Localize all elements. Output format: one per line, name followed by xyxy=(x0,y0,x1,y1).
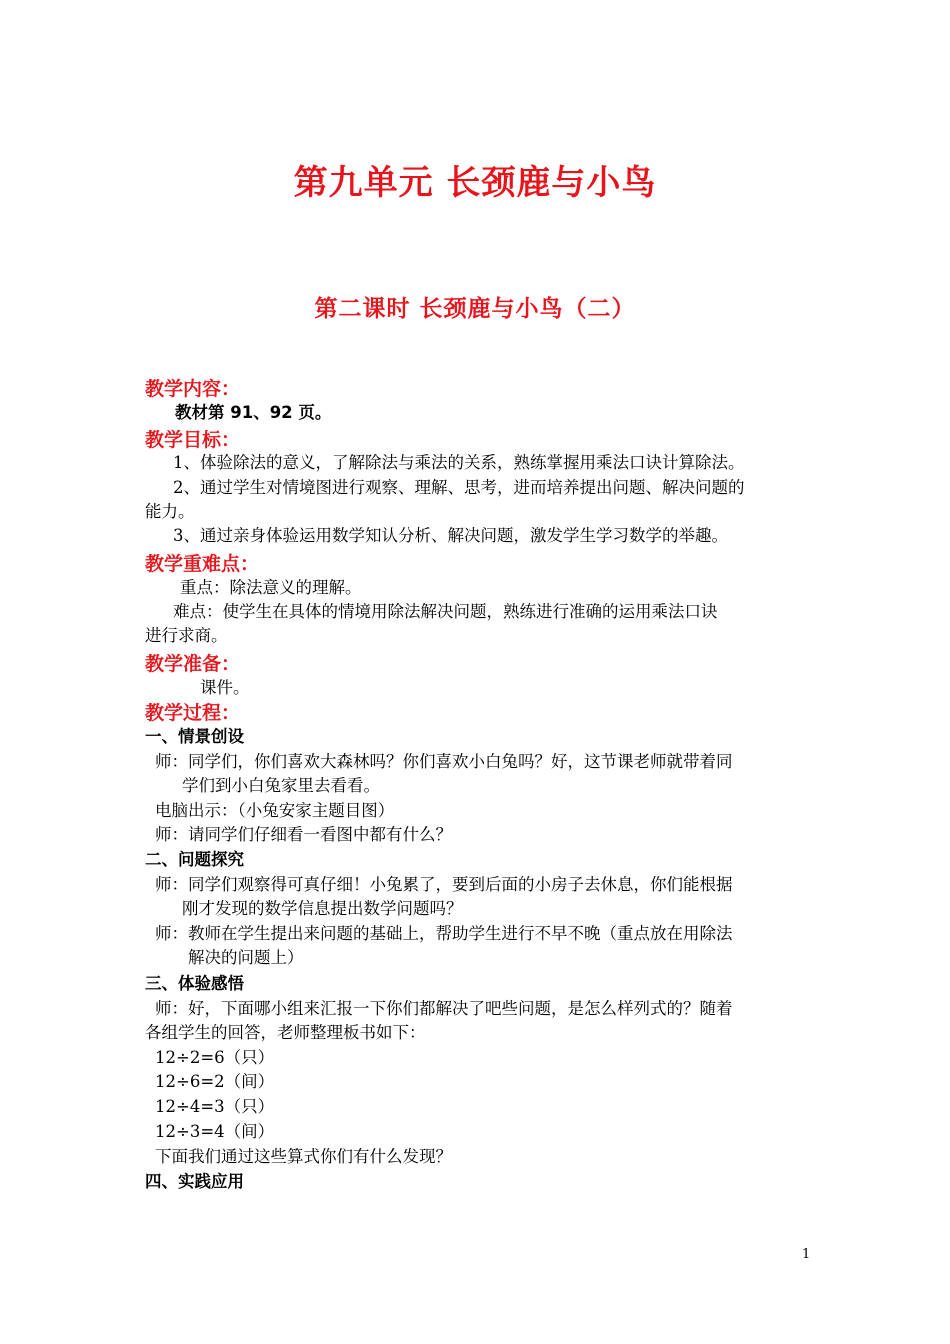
section-1-para-1-line-2: 学们到小白兔家里去看看。 xyxy=(182,776,380,795)
section-2-para-1-line-1: 师：同学们观察得可真仔细！小兔累了，要到后面的小房子去休息，你们能根据 xyxy=(155,875,733,894)
equation-3: 12÷4=3（只） xyxy=(155,1097,275,1116)
content-heading: 教学内容： xyxy=(145,378,241,400)
section-4-heading: 四、实践应用 xyxy=(145,1172,244,1191)
page-number: 1 xyxy=(802,1247,811,1262)
difficult-point-line-2: 进行求商。 xyxy=(145,626,228,645)
section-2-para-1-line-2: 刚才发现的数学信息提出数学问题吗？ xyxy=(182,899,463,918)
goal-2-line-1: 2、通过学生对情境图进行观察、理解、思考，进而培养提出问题、解决问题的 xyxy=(173,478,745,497)
section-2-heading: 二、问题探究 xyxy=(145,850,244,869)
section-3-para-1-line-2: 各组学生的回答，老师整理板书如下： xyxy=(145,1023,426,1042)
section-2-para-2-line-2: 解决的问题上） xyxy=(188,948,304,967)
goal-3: 3、通过亲身体验运用数学知认分析、解决问题，激发学生学习数学的举趣。 xyxy=(173,526,728,545)
lesson-subtitle: 第二课时 长颈鹿与小鸟（二） xyxy=(314,296,636,322)
goals-heading: 教学目标： xyxy=(145,429,241,451)
goal-1: 1、体验除法的意义，了解除法与乘法的关系，熟练掌握用乘法口诀计算除法。 xyxy=(173,453,745,472)
section-2-para-2-line-1: 师：教师在学生提出来问题的基础上，帮助学生进行不早不晚（重点放在用除法 xyxy=(155,924,733,943)
difficult-point-line-1: 难点：使学生在具体的情境用除法解决问题，熟练进行准确的运用乘法口诀 xyxy=(173,602,718,621)
key-points-heading: 教学重难点： xyxy=(145,553,260,575)
section-1-para-1-line-1: 师：同学们，你们喜欢大森林吗？你们喜欢小白兔吗？好，这节课老师就带着同 xyxy=(155,752,733,771)
preparation-text: 课件。 xyxy=(200,678,250,697)
equation-4: 12÷3=4（间） xyxy=(155,1122,275,1141)
page-title: 第九单元 长颈鹿与小鸟 xyxy=(293,163,657,203)
section-1-para-2: 电脑出示：（小兔安家主题目图） xyxy=(155,801,395,820)
section-1-para-3: 师：请同学们仔细看一看图中都有什么？ xyxy=(155,825,452,844)
equation-1: 12÷2=6（只） xyxy=(155,1048,275,1067)
section-3-heading: 三、体验感悟 xyxy=(145,974,244,993)
content-text: 教材第 91、92 页。 xyxy=(175,403,332,422)
process-heading: 教学过程： xyxy=(145,702,241,724)
equation-2: 12÷6=2（间） xyxy=(155,1072,275,1091)
goal-2-line-2: 能力。 xyxy=(145,502,195,521)
section-3-para-1-line-1: 师：好，下面哪小组来汇报一下你们都解决了吧些问题，是怎么样列式的？随着 xyxy=(155,999,733,1018)
section-3-para-2: 下面我们通过这些算式你们有什么发现？ xyxy=(155,1147,452,1166)
section-1-heading: 一、情景创设 xyxy=(145,727,244,746)
preparation-heading: 教学准备： xyxy=(145,653,241,675)
key-point: 重点：除法意义的理解。 xyxy=(180,578,362,597)
